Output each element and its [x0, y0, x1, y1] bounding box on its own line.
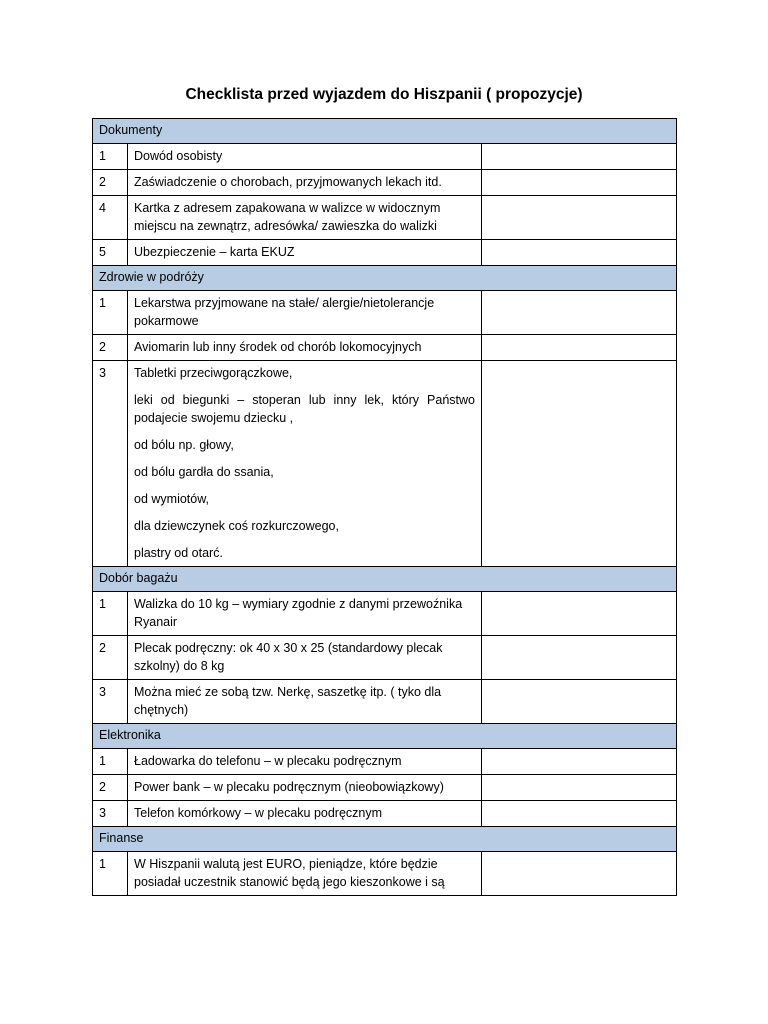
table-row — [93, 592, 677, 636]
item-description-line: Dowód osobisty — [134, 149, 223, 163]
section-title: Elektronika — [93, 724, 677, 749]
item-description-line: Telefon komórkowy – w plecaku podręcznym — [134, 806, 383, 820]
checkbox-cell[interactable] — [482, 170, 677, 196]
item-description — [128, 240, 482, 266]
item-number: 1 — [93, 592, 128, 636]
checkbox-cell[interactable] — [482, 775, 677, 801]
item-number: 1 — [93, 852, 128, 896]
table-row — [93, 775, 677, 801]
item-description-line: Zaświadczenie o chorobach, przyjmowanych lekach itd. — [134, 175, 442, 189]
item-number: 3 — [93, 361, 128, 567]
item-description-line: od bólu gardła do ssania, — [134, 465, 274, 479]
item-description-line: Plecak podręczny: ok 40 x 30 x 25 (standardowy plecak szkolny) do 8 kg — [134, 641, 443, 673]
item-description-line: Aviomarin lub inny środek od chorób lokomocyjnych — [134, 340, 422, 354]
checkbox-cell[interactable] — [482, 361, 677, 567]
item-description-line: Lekarstwa przyjmowane na stałe/ alergie/nietolerancje pokarmowe — [134, 296, 435, 328]
checkbox-cell[interactable] — [482, 144, 677, 170]
item-description — [128, 852, 482, 896]
item-number: 2 — [93, 775, 128, 801]
item-description — [128, 170, 482, 196]
item-description — [128, 144, 482, 170]
item-description-line: Ubezpieczenie – karta EKUZ — [134, 245, 295, 259]
item-description — [128, 680, 482, 724]
item-number: 4 — [93, 196, 128, 240]
item-number: 3 — [93, 680, 128, 724]
checkbox-cell[interactable] — [482, 680, 677, 724]
item-description — [128, 592, 482, 636]
section-header — [93, 724, 677, 749]
item-description-line: Tabletki przeciwgorączkowe, — [134, 366, 293, 380]
table-row — [93, 240, 677, 266]
item-description-line: od wymiotów, — [134, 492, 210, 506]
item-number: 3 — [93, 801, 128, 827]
item-number: 5 — [93, 240, 128, 266]
document-title: Checklista przed wyjazdem do Hiszpanii ( propozycje) — [185, 86, 583, 103]
table-row — [93, 170, 677, 196]
checkbox-cell[interactable] — [482, 592, 677, 636]
item-description-line: W Hiszpanii walutą jest EURO, pieniądze, które będzie posiadał uczestnik stanowić będą jego kieszonkowe i są — [134, 857, 445, 889]
table-row — [93, 196, 677, 240]
item-description-line: Walizka do 10 kg – wymiary zgodnie z danymi przewoźnika Ryanair — [134, 597, 463, 629]
checkbox-cell[interactable] — [482, 852, 677, 896]
item-description-line: plastry od otarć. — [134, 546, 223, 560]
checkbox-cell[interactable] — [482, 240, 677, 266]
table-row — [93, 361, 677, 567]
item-description-line: Kartka z adresem zapakowana w walizce w widocznym miejscu na zewnątrz, adresówka/ zawieszka do walizki — [134, 201, 441, 233]
item-number: 1 — [93, 291, 128, 335]
item-description — [128, 335, 482, 361]
section-title: Zdrowie w podróży — [93, 266, 677, 291]
section-title: Dobór bagażu — [93, 567, 677, 592]
section-title: Dokumenty — [93, 119, 677, 144]
item-description — [128, 801, 482, 827]
item-description — [128, 361, 482, 567]
section-title: Finanse — [93, 827, 677, 852]
checkbox-cell[interactable] — [482, 291, 677, 335]
item-number: 1 — [93, 144, 128, 170]
checklist-table — [92, 118, 677, 896]
item-description-line: dla dziewczynek coś rozkurczowego, — [134, 519, 339, 533]
section-header — [93, 266, 677, 291]
checkbox-cell[interactable] — [482, 749, 677, 775]
table-row — [93, 680, 677, 724]
item-number: 2 — [93, 636, 128, 680]
item-description — [128, 636, 482, 680]
section-header — [93, 567, 677, 592]
table-row — [93, 335, 677, 361]
item-description-line: leki od biegunki – stoperan lub inny lek, który Państwo podajecie swojemu dziecku , — [134, 393, 475, 425]
checkbox-cell[interactable] — [482, 196, 677, 240]
section-header — [93, 119, 677, 144]
checkbox-cell[interactable] — [482, 335, 677, 361]
section-header — [93, 827, 677, 852]
checkbox-cell[interactable] — [482, 636, 677, 680]
table-row — [93, 749, 677, 775]
item-number: 2 — [93, 170, 128, 196]
item-number: 1 — [93, 749, 128, 775]
table-row — [93, 636, 677, 680]
item-description — [128, 291, 482, 335]
checklist-body — [93, 119, 677, 896]
checkbox-cell[interactable] — [482, 801, 677, 827]
item-description-line: Ładowarka do telefonu – w plecaku podręcznym — [134, 754, 402, 768]
item-description-line: Można mieć ze sobą tzw. Nerkę, saszetkę itp. ( tyko dla chętnych) — [134, 685, 442, 717]
item-description — [128, 749, 482, 775]
item-description-line: od bólu np. głowy, — [134, 438, 234, 452]
table-row — [93, 852, 677, 896]
table-row — [93, 291, 677, 335]
item-number: 2 — [93, 335, 128, 361]
item-description — [128, 775, 482, 801]
table-row — [93, 801, 677, 827]
item-description — [128, 196, 482, 240]
table-row — [93, 144, 677, 170]
item-description-line: Power bank – w plecaku podręcznym (nieobowiązkowy) — [134, 780, 444, 794]
